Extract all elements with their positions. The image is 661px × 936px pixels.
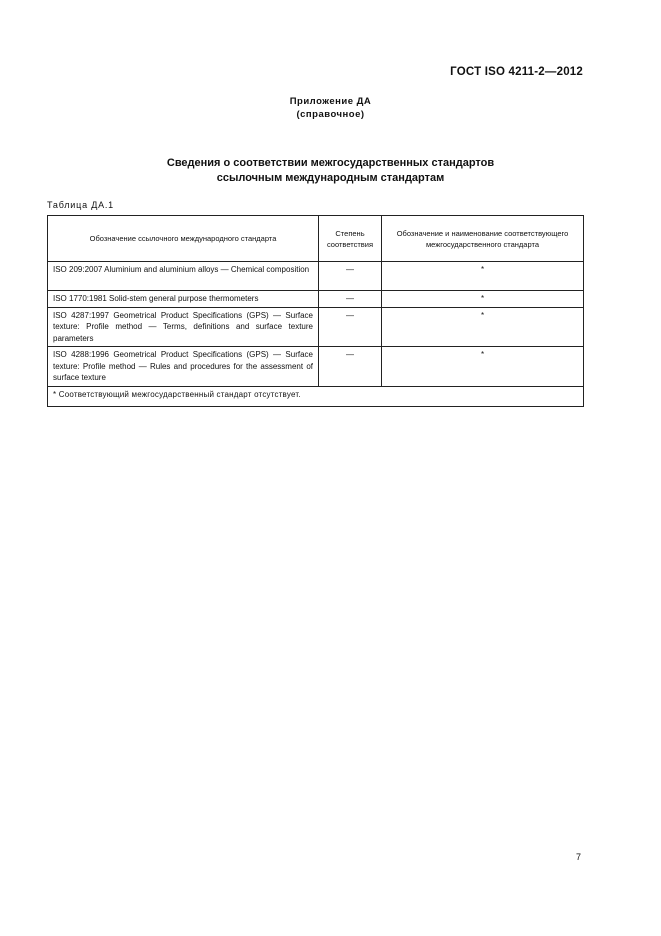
cell-standard: ISO 4288:1996 Geometrical Product Specifications (GPS) — Surface texture: Profile method — Rules and procedures for the assessment of surface texture [48,347,319,387]
table-row [48,347,584,387]
cell-standard: ISO 4287:1997 Geometrical Product Specifications (GPS) — Surface texture: Profile method — Terms, definitions and surface texture parameters [48,307,319,347]
document-code: ГОСТ ISO 4211-2—2012 [450,66,583,78]
cell-standard: ISO 1770:1981 Solid-stem general purpose thermometers [48,291,319,308]
heading-line-2: ссылочным международным стандартам [216,172,445,184]
table-footnote-row [48,386,584,406]
cell-degree: — [319,307,382,347]
page-number: 7 [575,852,581,862]
annex-subtitle: (справочное) [296,109,365,120]
table-header-row [48,216,584,262]
cell-corresponding: * [382,307,584,347]
table-row [48,307,584,347]
cell-corresponding: * [382,347,584,387]
cell-standard: ISO 209:2007 Aluminium and aluminium alloys — Chemical composition [48,262,319,291]
cell-corresponding: * [382,262,584,291]
table-row [48,262,584,291]
cell-corresponding: * [382,291,584,308]
column-header-corresponding: Обозначение и наименование соответствующего межгосударственного стандарта [382,216,584,262]
table-label: Таблица ДА.1 [47,200,114,210]
cell-degree: — [319,347,382,387]
standards-table [47,215,584,407]
cell-degree: — [319,291,382,308]
annex-title: Приложение ДА [289,96,372,107]
table-footnote: * Соответствующий межгосударственный стандарт отсутствует. [48,386,584,406]
cell-degree: — [319,262,382,291]
heading-line-1: Сведения о соответствии межгосударственных стандартов [166,157,495,169]
column-header-degree: Степень соответствия [319,216,382,262]
table-row [48,291,584,308]
annex-header [0,95,661,121]
section-heading [0,156,661,186]
column-header-standard: Обозначение ссылочного международного стандарта [48,216,319,262]
